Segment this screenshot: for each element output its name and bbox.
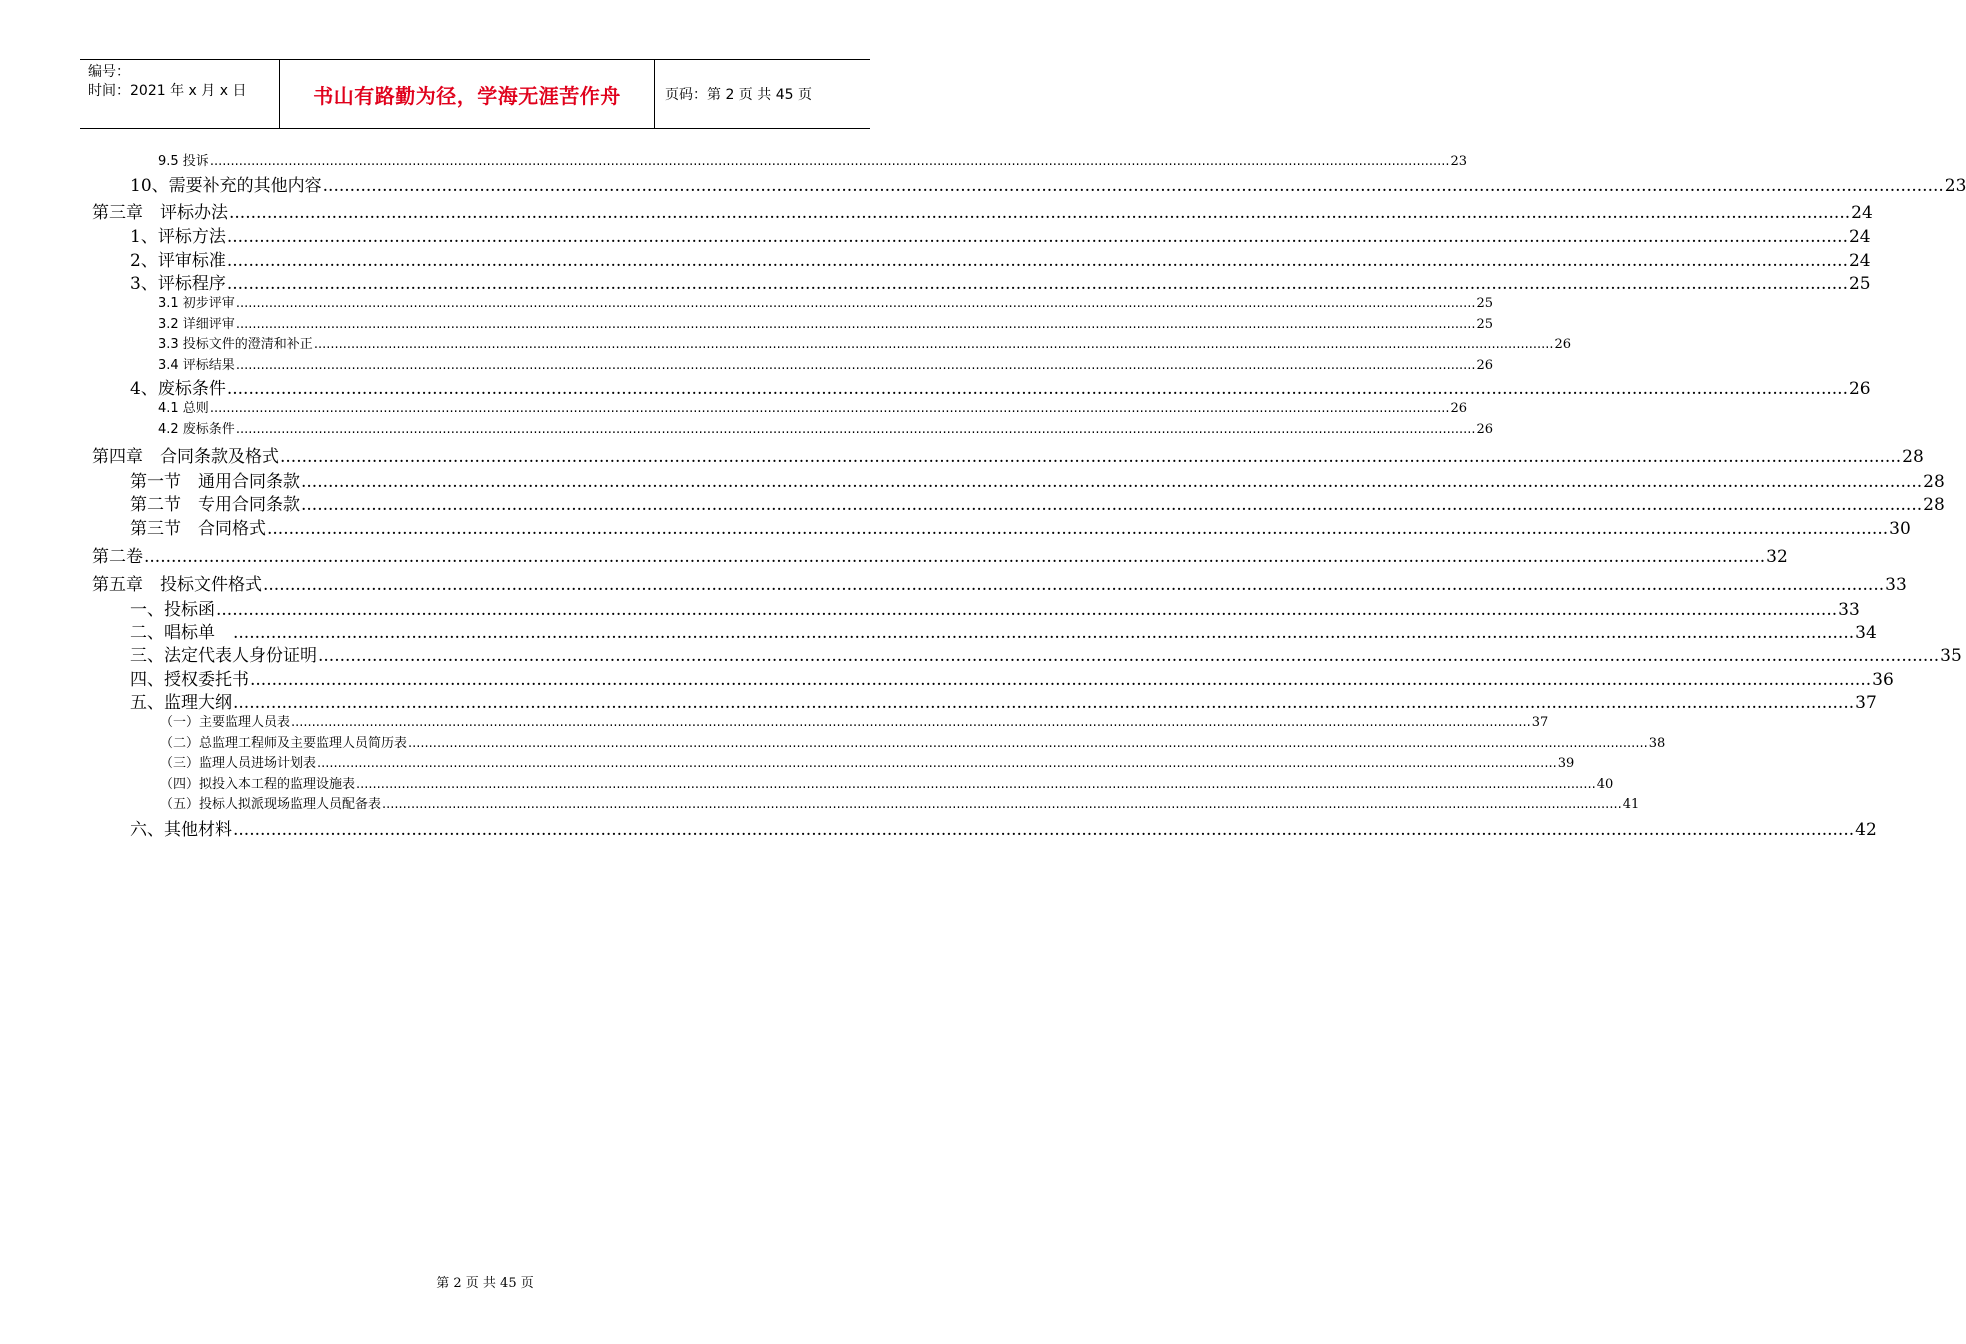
toc-entry-page: 41	[1622, 797, 1640, 812]
header-motto: 书山有路勤为径，学海无涯苦作舟	[280, 60, 655, 128]
toc-entry-page: 24	[1848, 251, 1871, 271]
document-number-label: 编号：	[88, 64, 130, 80]
toc-leader-dots: ............................................................................................................................................................................................................................................................................................................	[267, 519, 1889, 539]
toc-entry[interactable]	[130, 688, 1877, 713]
toc-entry-title: 第三节 合同格式	[130, 519, 266, 539]
toc-entry-page: 37	[1855, 693, 1877, 713]
toc-leader-dots: ............................................................................................................................................................................................................................................................................................................	[226, 251, 1848, 271]
toc-entry[interactable]	[92, 570, 1907, 595]
page-header	[80, 59, 870, 129]
toc-entry-title: 一、投标函	[130, 600, 215, 620]
toc-entry[interactable]	[130, 618, 1877, 643]
toc-entry-page: 23	[1450, 154, 1468, 169]
toc-leader-dots: ............................................................................................................................................................................................................................................................................................................	[318, 646, 1940, 666]
document-date-label: 时间：2021 年 x 月 x 日	[88, 83, 247, 99]
toc-entry-title: 第三章 评标办法	[92, 203, 228, 223]
toc-leader-dots: ............................................................................................................................................................................................................................................................................................................	[209, 154, 1450, 169]
toc-entry[interactable]	[130, 467, 1945, 492]
toc-entry[interactable]	[160, 732, 1666, 751]
toc-entry-page: 38	[1648, 736, 1666, 751]
toc-leader-dots: ............................................................................................................................................................................................................................................................................................................	[235, 296, 1476, 311]
toc-entry-page: 26	[1848, 379, 1871, 399]
toc-entry-page: 26	[1554, 337, 1572, 352]
toc-entry-page: 24	[1851, 203, 1873, 223]
toc-entry[interactable]	[130, 595, 1860, 620]
toc-entry-title: 三、法定代表人身份证明	[130, 646, 317, 666]
toc-entry-page: 23	[1944, 176, 1966, 196]
toc-entry-page: 26	[1476, 358, 1494, 373]
toc-leader-dots: ............................................................................................................................................................................................................................................................................................................	[226, 274, 1848, 294]
toc-entry-title: （一）主要监理人员表	[160, 715, 291, 730]
toc-leader-dots: ............................................................................................................................................................................................................................................................................................................	[229, 203, 1851, 223]
toc-leader-dots: ............................................................................................................................................................................................................................................................................................................	[216, 600, 1838, 620]
toc-leader-dots: ............................................................................................................................................................................................................................................................................................................	[322, 176, 1944, 196]
toc-entry[interactable]	[130, 665, 1894, 690]
toc-entry[interactable]	[160, 711, 1549, 730]
toc-entry-title: （三）监理人员进场计划表	[160, 756, 317, 771]
toc-entry-page: 30	[1889, 519, 1911, 539]
toc-entry-title: 第四章 合同条款及格式	[92, 447, 279, 467]
toc-leader-dots: ............................................................................................................................................................................................................................................................................................................	[226, 227, 1848, 247]
toc-entry[interactable]	[160, 773, 1614, 792]
page-footer: 第 2 页 共 45 页	[436, 1276, 534, 1291]
toc-entry-page: 40	[1596, 777, 1614, 792]
toc-entry-page: 26	[1450, 401, 1468, 416]
toc-entry[interactable]	[158, 150, 1468, 169]
toc-entry-page: 33	[1838, 600, 1860, 620]
toc-entry-title: 六、其他材料	[130, 820, 232, 840]
toc-leader-dots: ............................................................................................................................................................................................................................................................................................................	[382, 797, 1622, 812]
toc-entry-title: 10、需要补充的其他内容	[130, 176, 322, 196]
toc-entry-title: 4.2 废标条件	[158, 422, 235, 437]
toc-entry-title: 3.3 投标文件的澄清和补正	[158, 337, 313, 352]
toc-entry-title: 4、废标条件	[130, 379, 226, 399]
toc-leader-dots: ............................................................................................................................................................................................................................................................................................................	[235, 317, 1476, 332]
toc-entry[interactable]	[158, 313, 1494, 332]
toc-entry[interactable]	[130, 641, 1962, 666]
toc-entry-page: 32	[1766, 547, 1788, 567]
toc-entry-page: 28	[1902, 447, 1924, 467]
toc-entry[interactable]	[92, 542, 1788, 567]
toc-entry[interactable]	[130, 269, 1871, 294]
toc-entry-page: 34	[1855, 623, 1877, 643]
toc-leader-dots: ............................................................................................................................................................................................................................................................................................................	[233, 623, 1855, 643]
toc-entry[interactable]	[130, 514, 1911, 539]
toc-entry-page: 24	[1848, 227, 1871, 247]
toc-entry[interactable]	[158, 397, 1468, 416]
toc-leader-dots: ............................................................................................................................................................................................................................................................................................................	[280, 447, 1902, 467]
toc-entry[interactable]	[130, 815, 1877, 840]
toc-leader-dots: ............................................................................................................................................................................................................................................................................................................	[209, 401, 1450, 416]
toc-leader-dots: ............................................................................................................................................................................................................................................................................................................	[356, 777, 1596, 792]
toc-entry-title: （四）拟投入本工程的监理设施表	[160, 777, 356, 792]
toc-leader-dots: ............................................................................................................................................................................................................................................................................................................	[291, 715, 1531, 730]
toc-entry-title: 五、监理大纲	[130, 693, 232, 713]
toc-entry[interactable]	[130, 171, 1966, 196]
header-page-info: 页码：第 2 页 共 45 页	[665, 87, 812, 103]
toc-entry-page: 25	[1476, 296, 1494, 311]
toc-entry[interactable]	[158, 354, 1494, 373]
toc-leader-dots: ............................................................................................................................................................................................................................................................................................................	[235, 422, 1476, 437]
toc-entry-page: 26	[1476, 422, 1494, 437]
toc-leader-dots: ............................................................................................................................................................................................................................................................................................................	[313, 337, 1554, 352]
toc-entry-title: 第一节 通用合同条款	[130, 472, 300, 492]
toc-leader-dots: ............................................................................................................................................................................................................................................................................................................	[226, 379, 1848, 399]
toc-entry-page: 25	[1476, 317, 1494, 332]
toc-entry-page: 42	[1855, 820, 1877, 840]
toc-entry-title: 第二卷	[92, 547, 143, 567]
toc-leader-dots: ............................................................................................................................................................................................................................................................................................................	[235, 358, 1476, 373]
toc-leader-dots: ............................................................................................................................................................................................................................................................................................................	[301, 495, 1923, 515]
toc-leader-dots: ............................................................................................................................................................................................................................................................................................................	[144, 547, 1766, 567]
toc-entry-title: 第五章 投标文件格式	[92, 575, 262, 595]
toc-entry-page: 35	[1940, 646, 1962, 666]
toc-entry-title: 9.5 投诉	[158, 154, 209, 169]
toc-entry-page: 36	[1872, 670, 1894, 690]
toc-leader-dots: ............................................................................................................................................................................................................................................................................................................	[263, 575, 1885, 595]
toc-entry[interactable]	[130, 246, 1871, 271]
toc-leader-dots: ............................................................................................................................................................................................................................................................................................................	[250, 670, 1872, 690]
toc-entry-page: 33	[1885, 575, 1907, 595]
toc-entry-title: 二、唱标单	[130, 623, 232, 643]
toc-leader-dots: ............................................................................................................................................................................................................................................................................................................	[317, 756, 1557, 771]
toc-entry-title: 四、授权委托书	[130, 670, 249, 690]
toc-entry-title: 3.2 详细评审	[158, 317, 235, 332]
toc-entry[interactable]	[130, 490, 1945, 515]
toc-entry[interactable]	[160, 752, 1575, 771]
toc-entry-title: 4.1 总则	[158, 401, 209, 416]
toc-entry-title: 2、评审标准	[130, 251, 226, 271]
toc-entry-page: 37	[1531, 715, 1549, 730]
toc-entry[interactable]	[160, 793, 1640, 812]
toc-entry-page: 28	[1923, 495, 1945, 515]
toc-entry-page: 39	[1557, 756, 1575, 771]
toc-entry[interactable]	[130, 374, 1871, 399]
toc-entry-title: 3.4 评标结果	[158, 358, 235, 373]
toc-entry[interactable]	[92, 442, 1924, 467]
toc-entry-title: 3、评标程序	[130, 274, 226, 294]
toc-leader-dots: ............................................................................................................................................................................................................................................................................................................	[233, 693, 1855, 713]
toc-entry[interactable]	[92, 198, 1873, 223]
toc-leader-dots: ............................................................................................................................................................................................................................................................................................................	[233, 820, 1855, 840]
toc-entry[interactable]	[130, 222, 1871, 247]
toc-entry-title: 1、评标方法	[130, 227, 226, 247]
toc-entry-title: （五）投标人拟派现场监理人员配备表	[160, 797, 382, 812]
toc-entry[interactable]	[158, 333, 1572, 352]
toc-entry-page: 25	[1848, 274, 1871, 294]
toc-entry-title: （二）总监理工程师及主要监理人员简历表	[160, 736, 408, 751]
toc-entry-title: 3.1 初步评审	[158, 296, 235, 311]
toc-leader-dots: ............................................................................................................................................................................................................................................................................................................	[301, 472, 1923, 492]
toc-entry[interactable]	[158, 292, 1494, 311]
header-meta	[80, 60, 280, 128]
toc-entry-page: 28	[1923, 472, 1945, 492]
toc-entry[interactable]	[158, 418, 1494, 437]
toc-entry-title: 第二节 专用合同条款	[130, 495, 300, 515]
toc-leader-dots: ............................................................................................................................................................................................................................................................................................................	[408, 736, 1648, 751]
